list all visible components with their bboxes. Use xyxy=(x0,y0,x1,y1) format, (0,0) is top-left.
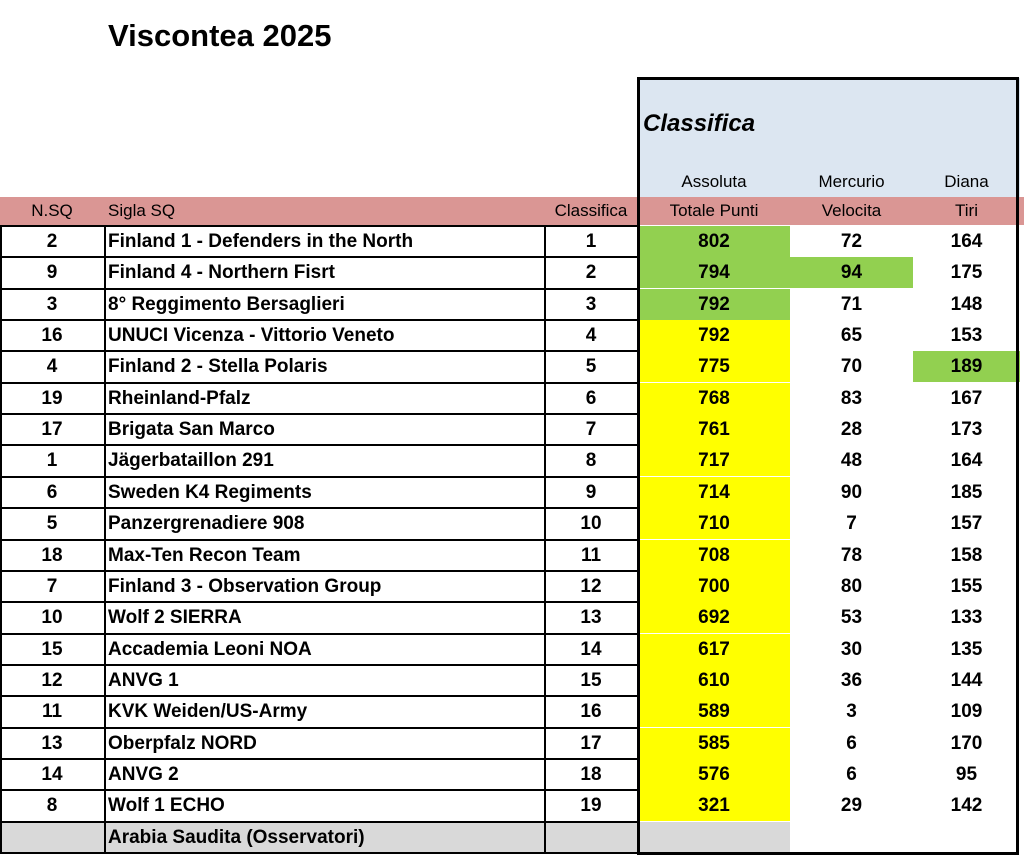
rank-cell: 17 xyxy=(580,732,602,754)
team-name-cell: Max-Ten Recon Team xyxy=(108,544,301,566)
diana-tiri-cell: 95 xyxy=(955,763,978,785)
rank-cell: 12 xyxy=(580,575,602,597)
total-points-cell: 710 xyxy=(638,508,790,539)
total-points-cell: 775 xyxy=(638,351,790,382)
row-divider xyxy=(0,664,638,666)
rank-cell: 4 xyxy=(585,325,597,347)
rank-cell: 15 xyxy=(580,669,602,691)
diana-tiri-cell: 109 xyxy=(950,701,983,723)
diana-tiri-cell: 158 xyxy=(950,544,983,566)
table-row xyxy=(0,383,1024,414)
team-name-cell: Oberpfalz NORD xyxy=(108,732,257,754)
mercurio-velocita-cell: 71 xyxy=(840,293,863,315)
rank-cell: 1 xyxy=(585,231,597,252)
team-number-cell: 18 xyxy=(41,544,63,566)
total-points-cell: 802 xyxy=(638,226,790,257)
rank-cell xyxy=(544,822,638,853)
table-row xyxy=(0,540,1024,571)
row-divider xyxy=(0,695,638,697)
total-points-cell: 717 xyxy=(638,445,790,476)
total-points-cell: 321 xyxy=(638,790,790,821)
team-number-cell: 13 xyxy=(41,732,63,754)
team-number-cell: 2 xyxy=(46,231,58,252)
total-points-cell: 589 xyxy=(638,696,790,727)
row-divider xyxy=(0,382,638,384)
diana-tiri-cell: 157 xyxy=(950,513,983,535)
mercurio-velocita-cell xyxy=(790,822,913,853)
mercurio-velocita-cell: 80 xyxy=(840,575,863,597)
rank-cell: 8 xyxy=(585,450,597,472)
col-header-nsq: N.SQ xyxy=(31,201,73,220)
rank-cell: 18 xyxy=(580,763,602,785)
mercurio-velocita-cell: 6 xyxy=(846,763,857,785)
team-name-cell: Finland 4 - Northern Fisrt xyxy=(108,262,335,284)
team-name-cell: Brigata San Marco xyxy=(108,419,275,441)
team-name-cell: Wolf 2 SIERRA xyxy=(108,607,242,629)
rank-cell: 19 xyxy=(580,795,602,817)
team-number-cell: 10 xyxy=(41,607,63,629)
row-divider xyxy=(0,444,638,446)
table-row xyxy=(0,226,1024,257)
table-row xyxy=(0,571,1024,602)
table-row xyxy=(0,414,1024,445)
team-number-cell: 19 xyxy=(41,387,63,409)
row-divider xyxy=(0,507,638,509)
row-divider xyxy=(0,601,638,603)
divider-name xyxy=(104,225,106,854)
table-row xyxy=(0,289,1024,320)
team-name-cell: Wolf 1 ECHO xyxy=(108,795,225,817)
team-name-cell: ANVG 2 xyxy=(108,763,179,785)
diana-tiri-cell: 175 xyxy=(950,262,983,284)
mercurio-velocita-cell: 94 xyxy=(790,257,913,288)
subheader-assoluta: Assoluta xyxy=(681,172,747,191)
subheader-diana: Diana xyxy=(944,172,989,191)
table-row xyxy=(0,696,1024,727)
row-divider xyxy=(0,821,638,823)
table-row xyxy=(0,665,1024,696)
diana-tiri-cell: 189 xyxy=(913,351,1020,382)
diana-tiri-cell: 167 xyxy=(950,387,983,409)
diana-tiri-cell: 164 xyxy=(950,231,983,252)
team-number-cell: 3 xyxy=(46,293,58,315)
team-number-cell: 16 xyxy=(41,325,63,347)
mercurio-velocita-cell: 7 xyxy=(846,513,857,535)
table-row xyxy=(0,320,1024,351)
table-row xyxy=(0,351,1024,382)
col-header-tiri: Tiri xyxy=(955,201,978,220)
col-header-totale: Totale Punti xyxy=(669,201,759,220)
team-name-cell: Finland 2 - Stella Polaris xyxy=(108,356,328,378)
team-number-cell: 4 xyxy=(46,356,58,378)
total-points-cell: 576 xyxy=(638,759,790,790)
row-divider xyxy=(0,633,638,635)
row-divider xyxy=(0,319,638,321)
team-number-cell: 6 xyxy=(46,481,58,503)
team-name-cell: Panzergrenadiere 908 xyxy=(108,513,305,535)
team-name-cell: Finland 3 - Observation Group xyxy=(108,575,382,597)
rank-cell: 14 xyxy=(580,638,602,660)
team-name-cell: Rheinland-Pfalz xyxy=(108,387,251,409)
diana-tiri-cell: 164 xyxy=(950,450,983,472)
mercurio-velocita-cell: 90 xyxy=(840,481,863,503)
diana-tiri-cell: 173 xyxy=(950,419,983,441)
team-number-cell: 14 xyxy=(41,763,63,785)
team-number-cell: 9 xyxy=(46,262,58,284)
rank-cell: 10 xyxy=(580,513,602,535)
team-number-cell: 8 xyxy=(46,795,58,817)
table-row xyxy=(0,790,1024,821)
mercurio-velocita-cell: 72 xyxy=(840,231,863,252)
table-row xyxy=(0,759,1024,790)
total-points-cell: 708 xyxy=(638,540,790,571)
mercurio-velocita-cell: 65 xyxy=(840,325,863,347)
diana-tiri-cell: 153 xyxy=(950,325,983,347)
table-row xyxy=(0,728,1024,759)
row-divider xyxy=(0,852,638,854)
col-header-velocita: Velocita xyxy=(821,201,882,220)
team-name-cell: ANVG 1 xyxy=(108,669,179,691)
mercurio-velocita-cell: 28 xyxy=(840,419,863,441)
team-number-cell: 7 xyxy=(46,575,58,597)
team-name-cell: Arabia Saudita (Osservatori) xyxy=(104,822,544,853)
total-points-cell: 768 xyxy=(638,383,790,414)
rank-cell: 13 xyxy=(580,607,602,629)
table-row xyxy=(0,477,1024,508)
table-row xyxy=(0,634,1024,665)
team-number-cell xyxy=(0,822,104,853)
team-name-cell: Jägerbataillon 291 xyxy=(108,450,274,472)
diana-tiri-cell: 133 xyxy=(950,607,983,629)
subheader-mercurio: Mercurio xyxy=(818,172,885,191)
team-name-cell: KVK Weiden/US-Army xyxy=(108,701,308,723)
row-divider xyxy=(0,256,638,258)
rank-cell: 7 xyxy=(585,419,597,441)
mercurio-velocita-cell: 30 xyxy=(840,638,863,660)
row-divider xyxy=(0,288,638,290)
mercurio-velocita-cell: 78 xyxy=(840,544,863,566)
team-name-cell: Sweden K4 Regiments xyxy=(108,481,312,503)
diana-tiri-cell: 170 xyxy=(950,732,983,754)
table-row xyxy=(0,508,1024,539)
team-number-cell: 15 xyxy=(41,638,63,660)
team-number-cell: 5 xyxy=(46,513,58,535)
team-number-cell: 1 xyxy=(46,450,58,472)
total-points-cell xyxy=(638,822,790,853)
page-title: Viscontea 2025 xyxy=(108,18,332,53)
rank-cell: 6 xyxy=(585,387,597,409)
mercurio-velocita-cell: 3 xyxy=(846,701,857,723)
table-row xyxy=(0,445,1024,476)
mercurio-velocita-cell: 83 xyxy=(840,387,863,409)
diana-tiri-cell: 135 xyxy=(950,638,983,660)
diana-tiri-cell: 155 xyxy=(950,575,983,597)
rank-cell: 3 xyxy=(585,293,597,315)
table-row xyxy=(0,822,1024,853)
total-points-cell: 585 xyxy=(638,728,790,759)
row-divider xyxy=(0,570,638,572)
rank-cell: 11 xyxy=(580,544,602,566)
diana-tiri-cell: 142 xyxy=(950,795,983,817)
diana-tiri-cell: 144 xyxy=(950,669,983,691)
team-number-cell: 11 xyxy=(41,701,63,723)
mercurio-velocita-cell: 70 xyxy=(840,356,863,378)
diana-tiri-cell: 185 xyxy=(950,481,983,503)
col-header-sigla: Sigla SQ xyxy=(108,201,176,220)
team-name-cell: Accademia Leoni NOA xyxy=(108,638,312,660)
row-divider xyxy=(0,758,638,760)
mercurio-velocita-cell: 53 xyxy=(840,607,863,629)
row-divider xyxy=(0,539,638,541)
row-divider xyxy=(0,789,638,791)
team-number-cell: 12 xyxy=(41,669,63,691)
divider-classifica xyxy=(544,225,546,854)
table-row xyxy=(0,602,1024,633)
rank-cell: 9 xyxy=(585,481,597,503)
total-points-cell: 792 xyxy=(638,289,790,320)
team-number-cell: 17 xyxy=(41,419,63,441)
mercurio-velocita-cell: 36 xyxy=(840,669,863,691)
total-points-cell: 610 xyxy=(638,665,790,696)
row-divider xyxy=(0,476,638,478)
rank-cell: 2 xyxy=(585,262,597,284)
table-row xyxy=(0,257,1024,288)
total-points-cell: 761 xyxy=(638,414,790,445)
row-divider xyxy=(0,225,638,227)
mercurio-velocita-cell: 6 xyxy=(846,732,857,754)
col-header-classifica: Classifica xyxy=(554,201,628,220)
total-points-cell: 617 xyxy=(638,634,790,665)
row-divider xyxy=(0,727,638,729)
classifica-heading: Classifica xyxy=(643,110,756,137)
total-points-cell: 792 xyxy=(638,320,790,351)
row-divider xyxy=(0,350,638,352)
team-name-cell: UNUCI Vicenza - Vittorio Veneto xyxy=(108,325,395,347)
row-divider xyxy=(0,413,638,415)
total-points-cell: 700 xyxy=(638,571,790,602)
team-name-cell: Finland 1 - Defenders in the North xyxy=(108,231,414,252)
mercurio-velocita-cell: 29 xyxy=(840,795,863,817)
rank-cell: 5 xyxy=(585,356,597,378)
mercurio-velocita-cell: 48 xyxy=(840,450,863,472)
rank-cell: 16 xyxy=(580,701,602,723)
total-points-cell: 794 xyxy=(638,257,790,288)
total-points-cell: 714 xyxy=(638,477,790,508)
diana-tiri-cell xyxy=(913,822,1020,853)
left-border xyxy=(0,225,2,854)
diana-tiri-cell: 148 xyxy=(950,293,983,315)
team-name-cell: 8° Reggimento Bersaglieri xyxy=(108,293,345,315)
total-points-cell: 692 xyxy=(638,602,790,633)
